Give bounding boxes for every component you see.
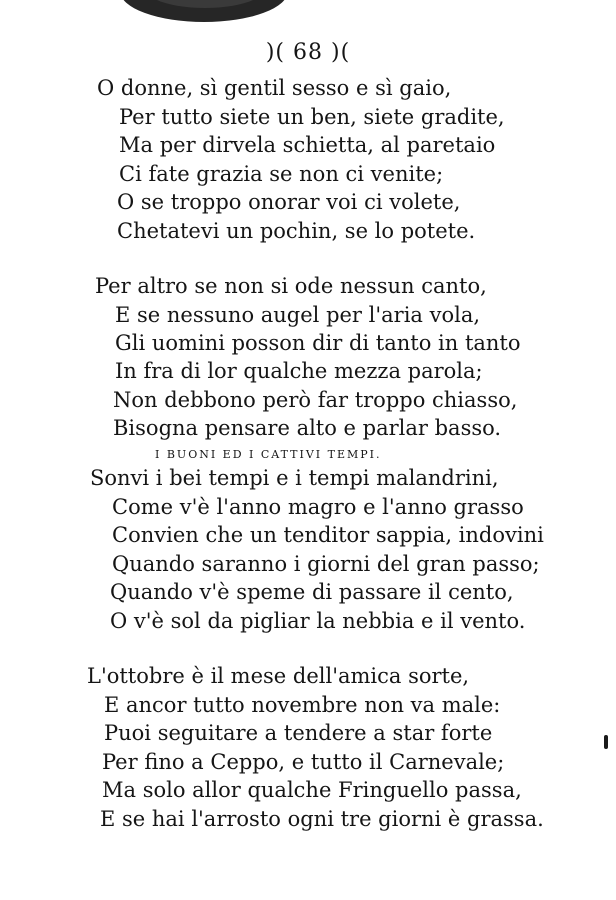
verse-line: Quando v'è speme di passare il cento, bbox=[110, 580, 514, 604]
verse-line: O se troppo onorar voi ci volete, bbox=[117, 190, 461, 214]
verse-line: In fra di lor qualche mezza parola; bbox=[115, 359, 483, 383]
verse-line: Ci fate grazia se non ci venite; bbox=[119, 162, 444, 186]
verse-line: Quando saranno i giorni del gran passo; bbox=[112, 552, 540, 576]
verse-line: Non debbono però far troppo chiasso, bbox=[113, 388, 518, 412]
verse-line: Sonvi i bei tempi e i tempi malandrini, bbox=[90, 466, 499, 490]
section-title: I BUONI ED I CATTIVI TEMPI. bbox=[155, 448, 382, 461]
verse-line: O v'è sol da pigliar la nebbia e il vento. bbox=[110, 609, 526, 633]
verse-line: Per fino a Ceppo, e tutto il Carnevale; bbox=[102, 750, 505, 774]
page-number: )( 68 )( bbox=[265, 40, 351, 65]
verse-line: Chetatevi un pochin, se lo potete. bbox=[117, 219, 476, 243]
verse-line: Puoi seguitare a tendere a star forte bbox=[104, 721, 493, 745]
verse-line: Per tutto siete un ben, siete gradite, bbox=[119, 105, 505, 129]
verse-line: Per altro se non si ode nessun canto, bbox=[95, 274, 487, 298]
verse-line: Convien che un tenditor sappia, indovini bbox=[112, 523, 544, 547]
verse-line: L'ottobre è il mese dell'amica sorte, bbox=[87, 664, 470, 688]
verse-line: O donne, sì gentil sesso e sì gaio, bbox=[97, 76, 452, 100]
verse-line: Come v'è l'anno magro e l'anno grasso bbox=[112, 495, 524, 519]
verse-line: Ma per dirvela schietta, al paretaio bbox=[119, 133, 496, 157]
margin-mark bbox=[604, 735, 608, 749]
verse-line: E ancor tutto novembre non va male: bbox=[104, 693, 501, 717]
verse-line: E se hai l'arrosto ogni tre giorni è grassa. bbox=[100, 807, 544, 831]
verse-line: Ma solo allor qualche Fringuello passa, bbox=[102, 778, 522, 802]
verse-line: Gli uomini posson dir di tanto in tanto bbox=[115, 331, 521, 355]
verse-line: E se nessuno augel per l'aria vola, bbox=[115, 303, 481, 327]
verse-line: Bisogna pensare alto e parlar basso. bbox=[113, 416, 502, 440]
